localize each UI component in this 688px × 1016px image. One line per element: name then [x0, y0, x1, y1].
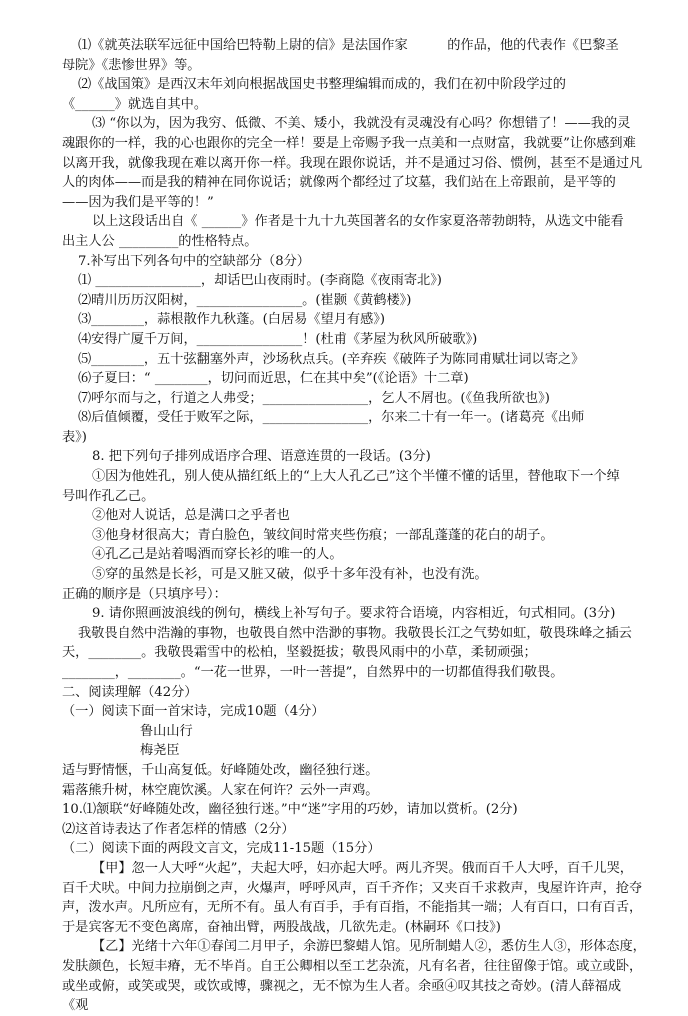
text-line: 鲁山山行 — [140, 723, 193, 739]
text-line: ________，________。“一花一世界，一叶一菩提”，自然界中的一切都值得我们敬畏。 — [62, 665, 564, 680]
text-line: ⑵这首诗表达了作者怎样的情感（2分） — [62, 821, 295, 837]
text-line: ①因为他姓孔，别人使从描红纸上的“上大人孔乙己”这个半懂不懂的话里，替他取下一个绰 — [92, 469, 620, 485]
text-line: 于是宾客无不变色离席，奋袖出臂，两股战战，几欲先走。(林嗣环《口技》) — [62, 919, 501, 935]
text-line: 表》) — [62, 429, 87, 445]
text-line: ④孔乙己是站着喝酒而穿长衫的唯一的人。 — [92, 547, 343, 563]
text-line: 《______》就选自其中。 — [62, 96, 208, 112]
text-line: 百千犬吠。中间力拉崩倒之声，火爆声，呼呼风声，百千齐作；又夹百千求救声，曳屋许许声，抢夺 — [62, 880, 643, 896]
text-line: ⑴《就英法联军远征中国给巴特勒上尉的信》是法国作家 的作品，他的代表作《巴黎圣 — [78, 38, 619, 53]
text-line: 人的肉体——而是我的精神在同你说话；就像两个都经过了坟墓，我们站在上帝跟前，是平等的 — [62, 175, 616, 191]
text-line: 8. 把下列句子排列成语序合理、语意连贯的一段话。(3分) — [92, 449, 431, 465]
text-line: 发肤颜色，长短丰瘠，无不毕肖。自王公卿相以至工艺杂流，凡有名者，往往留像于馆。或立或卧， — [62, 958, 643, 974]
text-line: ②他对人说话，总是满口之乎者也 — [92, 508, 290, 524]
text-line: ⑻后值倾覆，受任于败军之际，________________，尔来二十有一年一。(诸葛亮《出师 — [78, 410, 585, 426]
text-line: ⑺呼尔而与之，行道之人弗受；________________，乞人不屑也。(《鱼我所欲也》) — [78, 390, 550, 406]
text-line: 以离开我，就像我现在难以离开你一样。我现在跟你说话，并不是通过习俗、惯例，甚至不是通过凡 — [62, 155, 643, 171]
text-line: ⑹子夏曰：“ ________，切问而近思，仁在其中矣”(《论语》十二章) — [78, 371, 469, 387]
text-line: 天，________。我敬畏霜雪中的松柏，坚毅挺拔；敬畏风雨中的小草，柔韧顽强； — [62, 645, 537, 661]
text-line: 【乙】光绪十六年①春闰二月甲子，余游巴黎蜡人馆。见所制蜡人②，悉仿生人③，形体态度， — [92, 939, 646, 955]
text-line: （一）阅读下面一首宋诗，完成10题（4分） — [62, 704, 325, 720]
text-line: 霜落熊升树，林空鹿饮溪。人家在何许？云外一声鸡。 — [62, 782, 379, 798]
text-line: 声，泼水声。凡所应有，无所不有。虽人有百手，手有百指，不能指其一端；人有百口，口有百舌， — [62, 900, 643, 916]
text-line: ⑶ “你以为，因为我穷、低微、不美、矮小，我就没有灵魂没有心吗？你想错了！——我的灵 — [92, 116, 631, 132]
text-line: 梅尧臣 — [140, 743, 180, 759]
text-line: ⑷安得广厦千万间，________________！(杜甫《茅屋为秋风所破歌》) — [78, 331, 478, 347]
text-line: 号叫作孔乙己。 — [62, 488, 155, 504]
text-line: 二、阅读理解（42分） — [62, 684, 198, 700]
text-line: ⑶________，蒜根散作九秋蓬。(白居易《望月有感》) — [78, 312, 386, 328]
text-line: ⑸________，五十弦翻塞外声，沙场秋点兵。(辛弃疾《破阵子为陈同甫赋壮词以寄之》 — [78, 351, 585, 367]
text-line: ⑴ ________________，却话巴山夜雨时。(李商隐《夜雨寄北》) — [78, 273, 442, 289]
text-line: 或坐或俯，或笑或哭，或饮或博，骤视之，无不惊为生人者。余亟④叹其技之奇妙。(清人薛福成《观 — [62, 978, 622, 1014]
text-line: 适与野情惬，千山高复低。好峰随处改，幽径独行迷。 — [62, 762, 379, 778]
text-line: （二）阅读下面的两段文言文，完成11-15题（15分） — [62, 841, 381, 857]
text-line: 以上这段话出自《 ______》作者是十九十九英国著名的女作家夏洛蒂勃朗特，从选文中能看 — [92, 214, 624, 230]
text-line: ⑤穿的虽然是长衫，可是又脏又破，似乎十多年没有补，也没有洗。 — [92, 567, 488, 583]
text-line: ⑵《战国策》是西汉末年刘向根据战国史书整理编辑而成的，我们在初中阶段学过的 — [78, 77, 566, 93]
text-line: ⑵晴川历历汉阳树，________________。(崔颢《黄鹤楼》) — [78, 292, 412, 308]
text-line: 正确的顺序是（只填序号）： — [62, 586, 227, 602]
text-line: 我敬畏自然中浩瀚的事物，也敬畏自然中浩渺的事物。我敬畏长江之气势如虹，敬畏珠峰之插云 — [78, 625, 632, 641]
text-line: 9. 请你照画波浪线的例句，横线上补写句子。要求符合语境，内容相近，句式相同。(3分) — [92, 606, 616, 622]
text-line: 出主人公 _________的性格特点。 — [62, 233, 258, 249]
text-line: ——因为我们是平等的！” — [62, 194, 214, 210]
text-line: 【甲】忽一人大呼“火起”，夫起大呼，妇亦起大呼。两儿齐哭。俄而百千人大呼，百千儿哭， — [92, 860, 633, 876]
text-line: 7.补写出下列各句中的空缺部分（8分） — [78, 253, 310, 269]
text-line: 魂跟你的一样，我的心也跟你的完全一样！要是上帝赐予我一点美和一点财富，我就要”让你感到难 — [62, 135, 636, 151]
text-line: ③他身材很高大；青白脸色，皱纹间时常夹些伤痕；一部乱蓬蓬的花白的胡子。 — [92, 527, 554, 543]
text-line: 10.⑴颔联“好峰随处改，幽径独行迷。”中“迷”字用的巧妙，请加以赏析。(2分) — [62, 802, 518, 818]
text-line: 母院》《悲惨世界》等。 — [62, 57, 201, 73]
